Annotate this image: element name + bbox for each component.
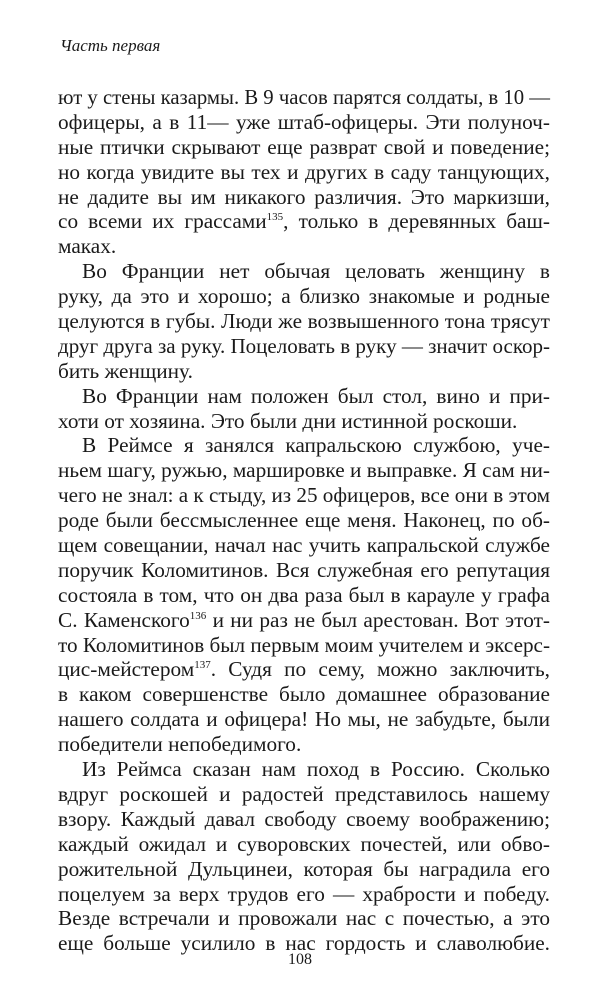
line-text: в каком совершенстве было домашнее образование bbox=[58, 682, 550, 707]
line-text: еще больше усилило в нас гордость и славолюбие. bbox=[58, 931, 550, 956]
paragraph bbox=[58, 384, 550, 434]
line-text: Везде встречали и провожали нас с почестью, а это bbox=[58, 906, 550, 931]
line-text: С. Каменского bbox=[58, 607, 190, 632]
text-line bbox=[58, 384, 550, 409]
text-line bbox=[58, 259, 550, 284]
text-line bbox=[58, 906, 550, 931]
text-line bbox=[58, 185, 550, 210]
line-text: чего не знал: а к стыду, из 25 офицеров, все они в этом bbox=[58, 483, 550, 508]
text-line bbox=[58, 757, 550, 782]
paragraph bbox=[58, 757, 550, 956]
paragraph bbox=[58, 433, 550, 757]
text-line bbox=[58, 882, 550, 907]
text-line bbox=[58, 782, 550, 807]
text-line bbox=[58, 682, 550, 707]
page-number: 108 bbox=[288, 951, 312, 968]
line-text: со всеми их грассами bbox=[58, 209, 267, 234]
line-text: ют у стены казармы. В 9 часов парятся солдаты, в 10 — bbox=[58, 85, 550, 109]
text-line bbox=[58, 458, 550, 483]
text-line bbox=[58, 508, 550, 533]
text-line bbox=[58, 632, 550, 658]
text-line bbox=[58, 333, 550, 359]
line-text: роде были бессмысленнее еще меня. Наконец, по об- bbox=[58, 508, 550, 533]
text-line bbox=[58, 234, 550, 259]
line-text: победители непобедимого. bbox=[58, 732, 302, 757]
line-text: щем совещании, начал нас учить капральской службе bbox=[58, 533, 550, 558]
line-text: то Коломитинов был первым моим учителем и эксерс- bbox=[58, 632, 550, 657]
line-text: хоти от хозяина. Это были дни истинной роскоши. bbox=[58, 408, 518, 433]
text-line bbox=[58, 85, 550, 110]
line-text: вдруг роскошей и радостей представилось нашему bbox=[58, 781, 550, 806]
text-line bbox=[58, 433, 550, 458]
line-text: Во Франции нам положен был стол, вино и при- bbox=[82, 383, 550, 408]
paragraph bbox=[58, 85, 550, 259]
text-line bbox=[58, 409, 550, 434]
text-line bbox=[58, 110, 550, 135]
text-line bbox=[58, 309, 550, 334]
text-line bbox=[58, 707, 550, 732]
line-text: ные птички скрывают еще разврат свой и поведение; bbox=[58, 134, 550, 159]
line-text: не дадите вы им никакого различия. Это маркизши, bbox=[58, 184, 550, 209]
line-text-continued: и ни раз не был арестован. Вот этот- bbox=[206, 607, 550, 632]
line-text: друг друга за руку. Поцеловать в руку — значит оскор- bbox=[58, 333, 550, 358]
text-line bbox=[58, 209, 550, 234]
text-line bbox=[58, 608, 550, 633]
body-text bbox=[58, 85, 550, 956]
line-text: бить женщину. bbox=[58, 358, 193, 383]
line-text-continued: , только в деревянных баш- bbox=[283, 209, 550, 234]
text-line bbox=[58, 558, 550, 583]
line-text: взору. Каждый давал свободу своему воображению; bbox=[58, 806, 550, 831]
text-line bbox=[58, 732, 550, 757]
line-text: цис-мейстером bbox=[58, 657, 195, 682]
text-line bbox=[58, 657, 550, 682]
text-line bbox=[58, 832, 550, 857]
text-line bbox=[58, 160, 550, 185]
text-line bbox=[58, 483, 550, 508]
paragraph bbox=[58, 259, 550, 383]
line-text: но когда увидите вы тех и других в саду танцующих, bbox=[58, 159, 550, 184]
line-text: руку, да это и хорошо; а близко знакомые и родные bbox=[58, 284, 550, 309]
footnote-ref[interactable]: 136 bbox=[189, 609, 207, 622]
line-text: Из Реймса сказан нам поход в Россию. Сколько bbox=[82, 757, 550, 782]
text-line bbox=[58, 533, 550, 558]
text-line bbox=[58, 857, 550, 882]
text-line bbox=[58, 583, 550, 608]
line-text: каждый ожидал и суворовских почестей, или обво- bbox=[58, 831, 550, 856]
text-line bbox=[58, 135, 550, 160]
footnote-ref[interactable]: 135 bbox=[266, 211, 284, 224]
line-text: В Реймсе я занялся капральскою службою, уче- bbox=[82, 433, 550, 458]
line-text: рожительной Дульцинеи, которая бы наградила его bbox=[58, 856, 550, 881]
line-text: офицеры, а в 11— уже штаб-офицеры. Эти полуноч- bbox=[58, 109, 550, 134]
line-text: нашего солдата и офицера! Но мы, не забудьте, были bbox=[58, 707, 550, 732]
line-text: маках. bbox=[58, 234, 117, 259]
text-line bbox=[58, 807, 550, 832]
text-line bbox=[58, 359, 550, 384]
line-text-continued: . Судя по сему, можно заключить, bbox=[210, 657, 550, 682]
line-text: состояла в том, что он два раза был в карауле у графа bbox=[58, 582, 550, 607]
text-line bbox=[58, 284, 550, 309]
running-header: Часть первая bbox=[60, 36, 161, 55]
line-text: поцелуем за верх трудов его — храбрости и победу. bbox=[58, 881, 550, 906]
line-text: целуются в губы. Люди же возвышенного тона трясут bbox=[58, 309, 550, 334]
line-text: ньем шагу, ружью, маршировке и выправке. Я сам ни- bbox=[58, 458, 550, 483]
footnote-ref[interactable]: 137 bbox=[194, 659, 211, 672]
line-text: Во Франции нет обычая целовать женщину в bbox=[82, 259, 550, 284]
line-text: поручик Коломитинов. Вся служебная его репутация bbox=[58, 557, 550, 582]
